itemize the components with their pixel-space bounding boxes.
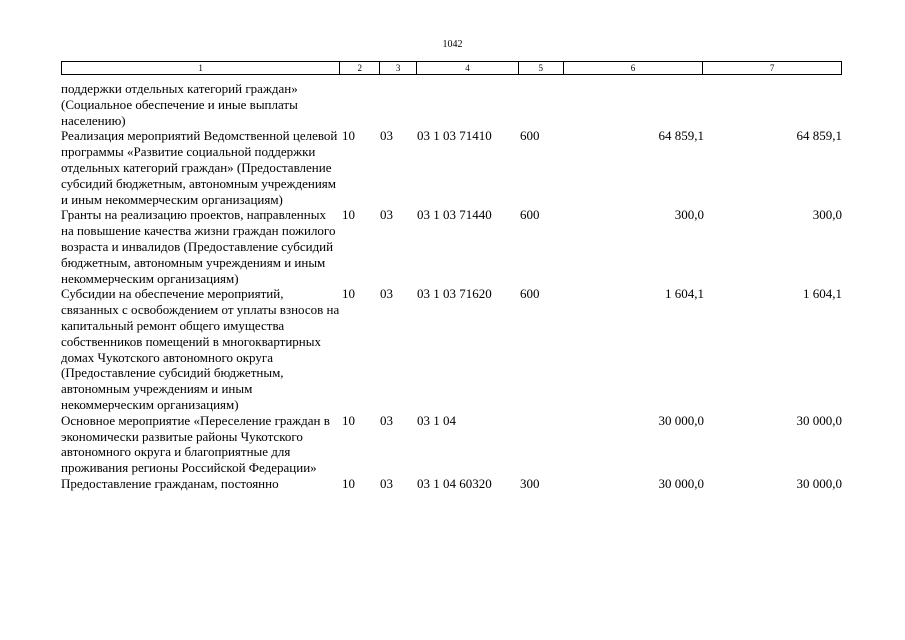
row-subsection (380, 81, 417, 128)
row-target-article: 03 1 03 71440 (417, 207, 492, 223)
row-amount-2: 64 859,1 (796, 128, 842, 144)
row-amount-1 (564, 81, 704, 128)
header-col-6: 6 (564, 62, 704, 74)
row-section: 10 (342, 412, 355, 428)
table-row (61, 81, 842, 128)
header-col-2: 2 (340, 62, 380, 74)
header-col-5: 5 (519, 62, 564, 74)
row-target-article (417, 81, 519, 128)
row-section: 10 (342, 128, 355, 144)
row-subsection: 03 (380, 412, 393, 428)
row-description: Основное мероприятие «Переселение граждан в экономически развитые районы Чукотского автономного округа и благоприятные для проживания регионы Российской Федерации» (61, 412, 330, 476)
row-section: 10 (342, 207, 355, 223)
row-section: 10 (342, 286, 355, 302)
table-row (61, 413, 842, 476)
header-col-4: 4 (417, 62, 519, 74)
row-target-article: 03 1 04 (417, 412, 456, 428)
row-amount-2 (704, 81, 842, 128)
table-header (61, 61, 842, 75)
row-amount-1: 64 859,1 (658, 128, 704, 144)
row-description: Гранты на реализацию проектов, направленных на повышение качества жизни граждан пожилого возраста и инвалидов (Предоставление субсидий бюджетным, автономным учреждениям и иным некоммерческим организациям) (61, 207, 336, 286)
row-amount-2: 30 000,0 (796, 475, 842, 491)
row-subsection: 03 (380, 475, 393, 491)
row-expense-type (519, 81, 564, 128)
row-subsection: 03 (380, 128, 393, 144)
page-number: 1042 (442, 39, 463, 50)
header-col-7: 7 (769, 63, 775, 73)
row-description: Субсидии на обеспечение мероприятий, связанных с освобождением от уплаты взносов на капитальный ремонт общего имущества собственников помещений в многоквартирных домах Чукотского автономного округа (Предоставление субсидий бюджетным, автономным учреждениям и иным некоммерческим организациям) (61, 286, 340, 412)
table-body (61, 81, 842, 492)
row-target-article: 03 1 03 71410 (417, 128, 492, 144)
row-description: Предоставление гражданам, постоянно (61, 475, 279, 491)
row-description: Реализация мероприятий Ведомственной целевой программы «Развитие социальной поддержки отдельных категорий граждан» (Предоставление субсидий бюджетным, автономным учреждениям и иным некоммерческим организациям) (61, 128, 338, 207)
row-expense-type: 300 (520, 475, 540, 491)
row-amount-1: 30 000,0 (658, 412, 704, 428)
row-amount-2: 30 000,0 (796, 412, 842, 428)
row-amount-2: 300,0 (812, 207, 842, 223)
row-subsection: 03 (380, 207, 393, 223)
row-target-article: 03 1 04 60320 (417, 475, 492, 491)
table-row (61, 128, 842, 207)
table-row (61, 476, 842, 492)
row-amount-1: 1 604,1 (665, 286, 704, 302)
row-expense-type: 600 (520, 286, 540, 302)
header-col-1: 1 (62, 62, 340, 74)
row-amount-1: 300,0 (674, 207, 704, 223)
table-row (61, 207, 842, 286)
row-expense-type: 600 (520, 128, 540, 144)
row-description: поддержки отдельных категорий граждан» (Социальное обеспечение и иные выплаты населению) (61, 81, 298, 128)
row-amount-2: 1 604,1 (803, 286, 842, 302)
header-col-3: 3 (380, 62, 417, 74)
row-subsection: 03 (380, 286, 393, 302)
row-amount-1: 30 000,0 (658, 475, 704, 491)
row-expense-type (519, 413, 564, 476)
row-section: 10 (342, 475, 355, 491)
row-expense-type: 600 (520, 207, 540, 223)
row-target-article: 03 1 03 71620 (417, 286, 492, 302)
table-row (61, 286, 842, 412)
row-section (340, 81, 380, 128)
